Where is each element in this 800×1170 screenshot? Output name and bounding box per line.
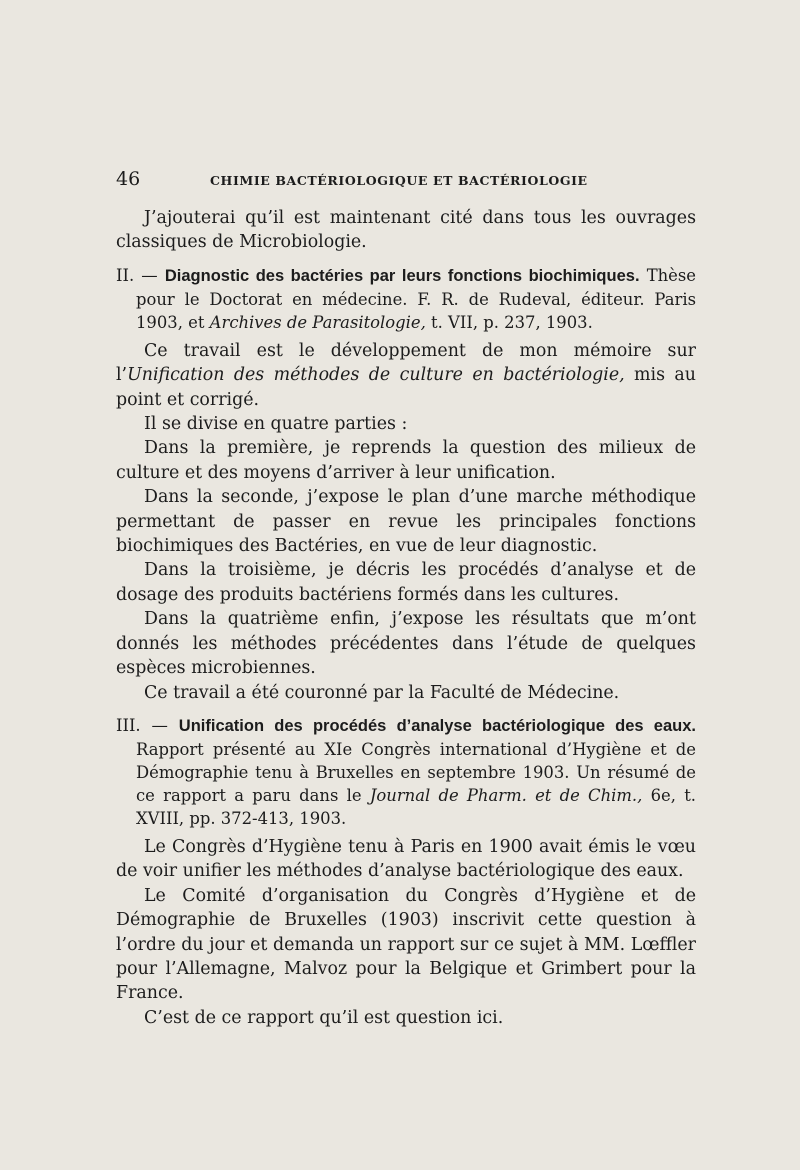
entry-2-paragraph-2: Il se divise en quatre parties : [144,414,408,435]
entry-3-title: Unification des procédés d’analyse bactériologique des eaux. [178,716,696,735]
entry-3-ref-part2: 6e, t. XVIII, pp. 372-413, 1903. [136,785,696,828]
page-header [116,168,696,190]
entry-2-p1-italic: Unification des méthodes de culture en bactériologie, [127,365,625,386]
entry-2-ref-part1: Thèse pour le Doctorat en médecine. F. R. de Rudeval, éditeur. Paris 1903, et [136,265,696,332]
entry-2-reference [116,264,696,334]
entry-3-journal: Journal de Pharm. et de Chim., [369,785,643,805]
page-number: 46 [116,168,141,190]
entry-2-ref-part2: t. VII, p. 237, 1903. [431,312,593,332]
entry-2-paragraph-5: Dans la troisième, je décris les procédés d’analyse et de dosage des produits bactériens formés dans les cultures. [116,560,696,605]
intro-paragraph: J’ajouterai qu’il est maintenant cité dans tous les ouvrages classiques de Microbiologie. [116,208,696,253]
entry-3-ref-part1: Rapport présenté au XIe Congrès international d’Hygiène et de Démographie tenu à Bruxelles en septembre 1903. Un résumé de ce rapport a paru dans le [136,739,696,805]
entry-3-paragraph-2: Le Comité d’organisation du Congrès d’Hygiène et de Démographie de Bruxelles (1903) inscrivit cette question à l’ordre du jour et demanda un rapport sur ce sujet à MM. Lœffler pour l’Allemagne, Malvoz pour la Belgique et Grimbert pour la France. [116,885,696,1004]
entry-3-paragraph-1: Le Congrès d’Hygiène tenu à Paris en 1900 avait émis le vœu de voir unifier les méthodes d’analyse bactériologique des eaux. [116,836,696,882]
publication-entry-2 [116,264,696,334]
entry-3-reference [116,714,696,830]
entry-3-numeral: III. — [116,715,168,735]
entry-2-title: Diagnostic des bactéries par leurs fonctions biochimiques. [164,266,640,285]
entry-2-paragraph-1 [116,339,696,412]
entry-2-paragraph-6: Dans la quatrième enfin, j’expose les résultats que m’ont donnés les méthodes précédentes dans l’étude de quelques espèces microbiennes. [116,609,696,679]
entry-2-paragraph-4: Dans la seconde, j’expose le plan d’une marche méthodique permettant de passer en revue les principales fonctions biochimiques des Bactéries, en vue de leur diagnostic. [116,487,696,557]
entry-2-numeral: II. — [116,265,158,285]
entry-2-p1-end: mis au point et corrigé. [116,365,696,410]
entry-2-paragraph-3: Dans la première, je reprends la question des milieux de culture et des moyens d’arriver à leur unification. [116,438,696,483]
entry-2-paragraph-7: Ce travail a été couronné par la Faculté de Médecine. [144,682,620,703]
entry-2-journal: Archives de Parasitologie, [209,312,426,332]
running-head: CHIMIE BACTÉRIOLOGIQUE ET BACTÉRIOLOGIE [210,173,588,188]
entry-3-paragraph-3: C’est de ce rapport qu’il est question ici. [144,1007,504,1028]
body-text [116,206,696,1030]
entry-2-p1-start: Ce travail est le développement de mon mémoire sur l’ [116,340,696,386]
publication-entry-3 [116,714,696,830]
